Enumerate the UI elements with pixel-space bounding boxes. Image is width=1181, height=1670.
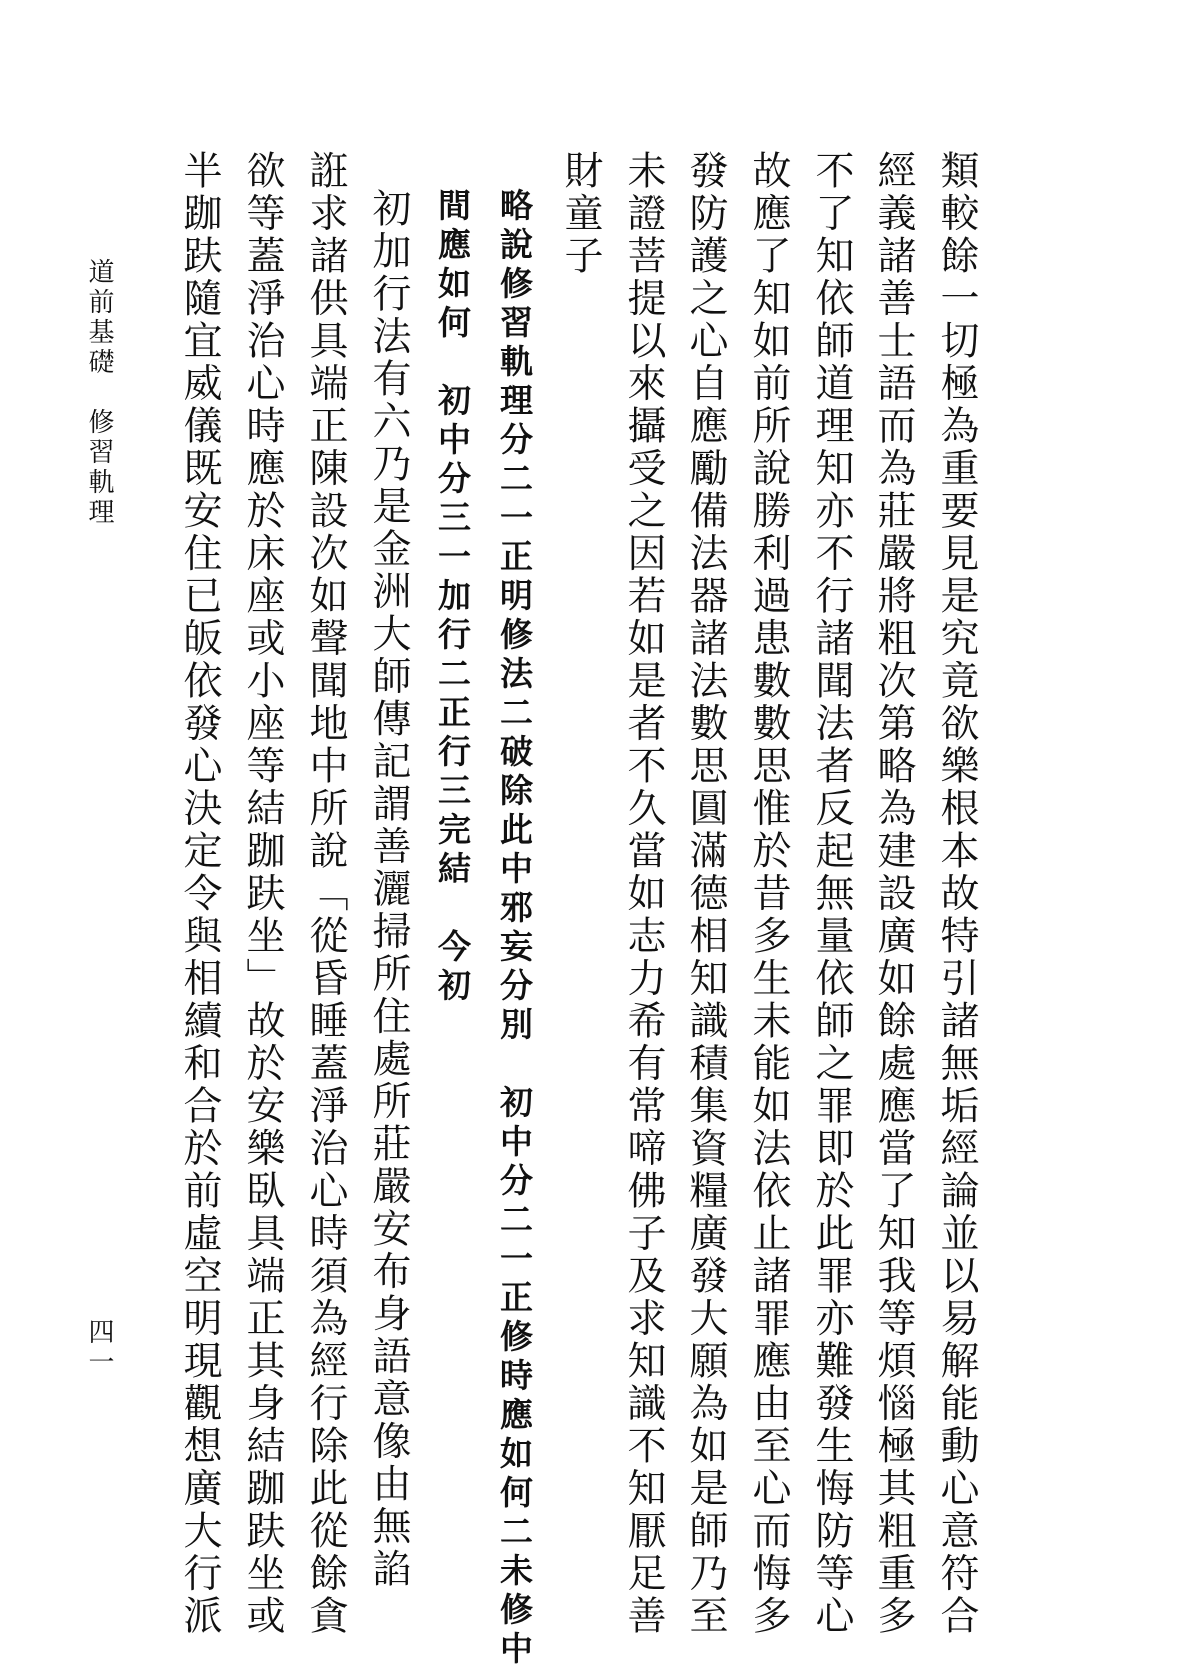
running-header: 道前基礎 修習軌理 [84, 258, 114, 528]
body-column-11: 半跏趺隨宜威儀既安住已皈依發心決定令與相續和合於前虛空明現觀想廣大行派 [177, 150, 222, 1638]
body-column-5: 發防護之心自應勵備法器諸法數思圓滿德相知識積集資糧廣發大願為如是師乃至 [683, 150, 728, 1638]
body-column-6: 未證菩提以來攝受之因若如是者不久當如志力希有常啼佛子及求知識不知厭足善 [621, 150, 666, 1638]
body-column-8: 初加行法有六乃是金洲大師傳記謂善灑掃所住處所莊嚴安布身語意像由無諂 [366, 188, 411, 1591]
section-heading-outline: 略說修習軌理分二一正明修法二破除此中邪妄分別 初中分二一正修時應如何二未修中 [495, 188, 534, 1670]
section-heading-outline-continued: 間應如何 初中分三一加行二正行三完結 今初 [433, 188, 472, 1007]
page-number: 四一 [84, 1318, 114, 1378]
body-column-1: 類較餘一切極為重要見是究竟欲樂根本故特引諸無垢經論並以易解能動心意符合 [934, 150, 979, 1638]
body-column-3: 不了知依師道理知亦不行諸聞法者反起無量依師之罪即於此罪亦難發生悔防等心 [809, 150, 854, 1638]
body-column-9: 誑求諸供具端正陳設次如聲聞地中所說「從昏睡蓋淨治心時須為經行除此從餘貪 [303, 150, 348, 1638]
body-column-4: 故應了知如前所說勝利過患數數思惟於昔多生未能如法依止諸罪應由至心而悔多 [746, 150, 791, 1638]
body-column-10: 欲等蓋淨治心時應於床座或小座等結跏趺坐」故於安樂臥具端正其身結跏趺坐或 [240, 150, 285, 1638]
body-column-2: 經義諸善士語而為莊嚴將粗次第略為建設廣如餘處應當了知我等煩惱極其粗重多 [871, 150, 916, 1638]
body-column-7: 財童子 [558, 150, 603, 278]
